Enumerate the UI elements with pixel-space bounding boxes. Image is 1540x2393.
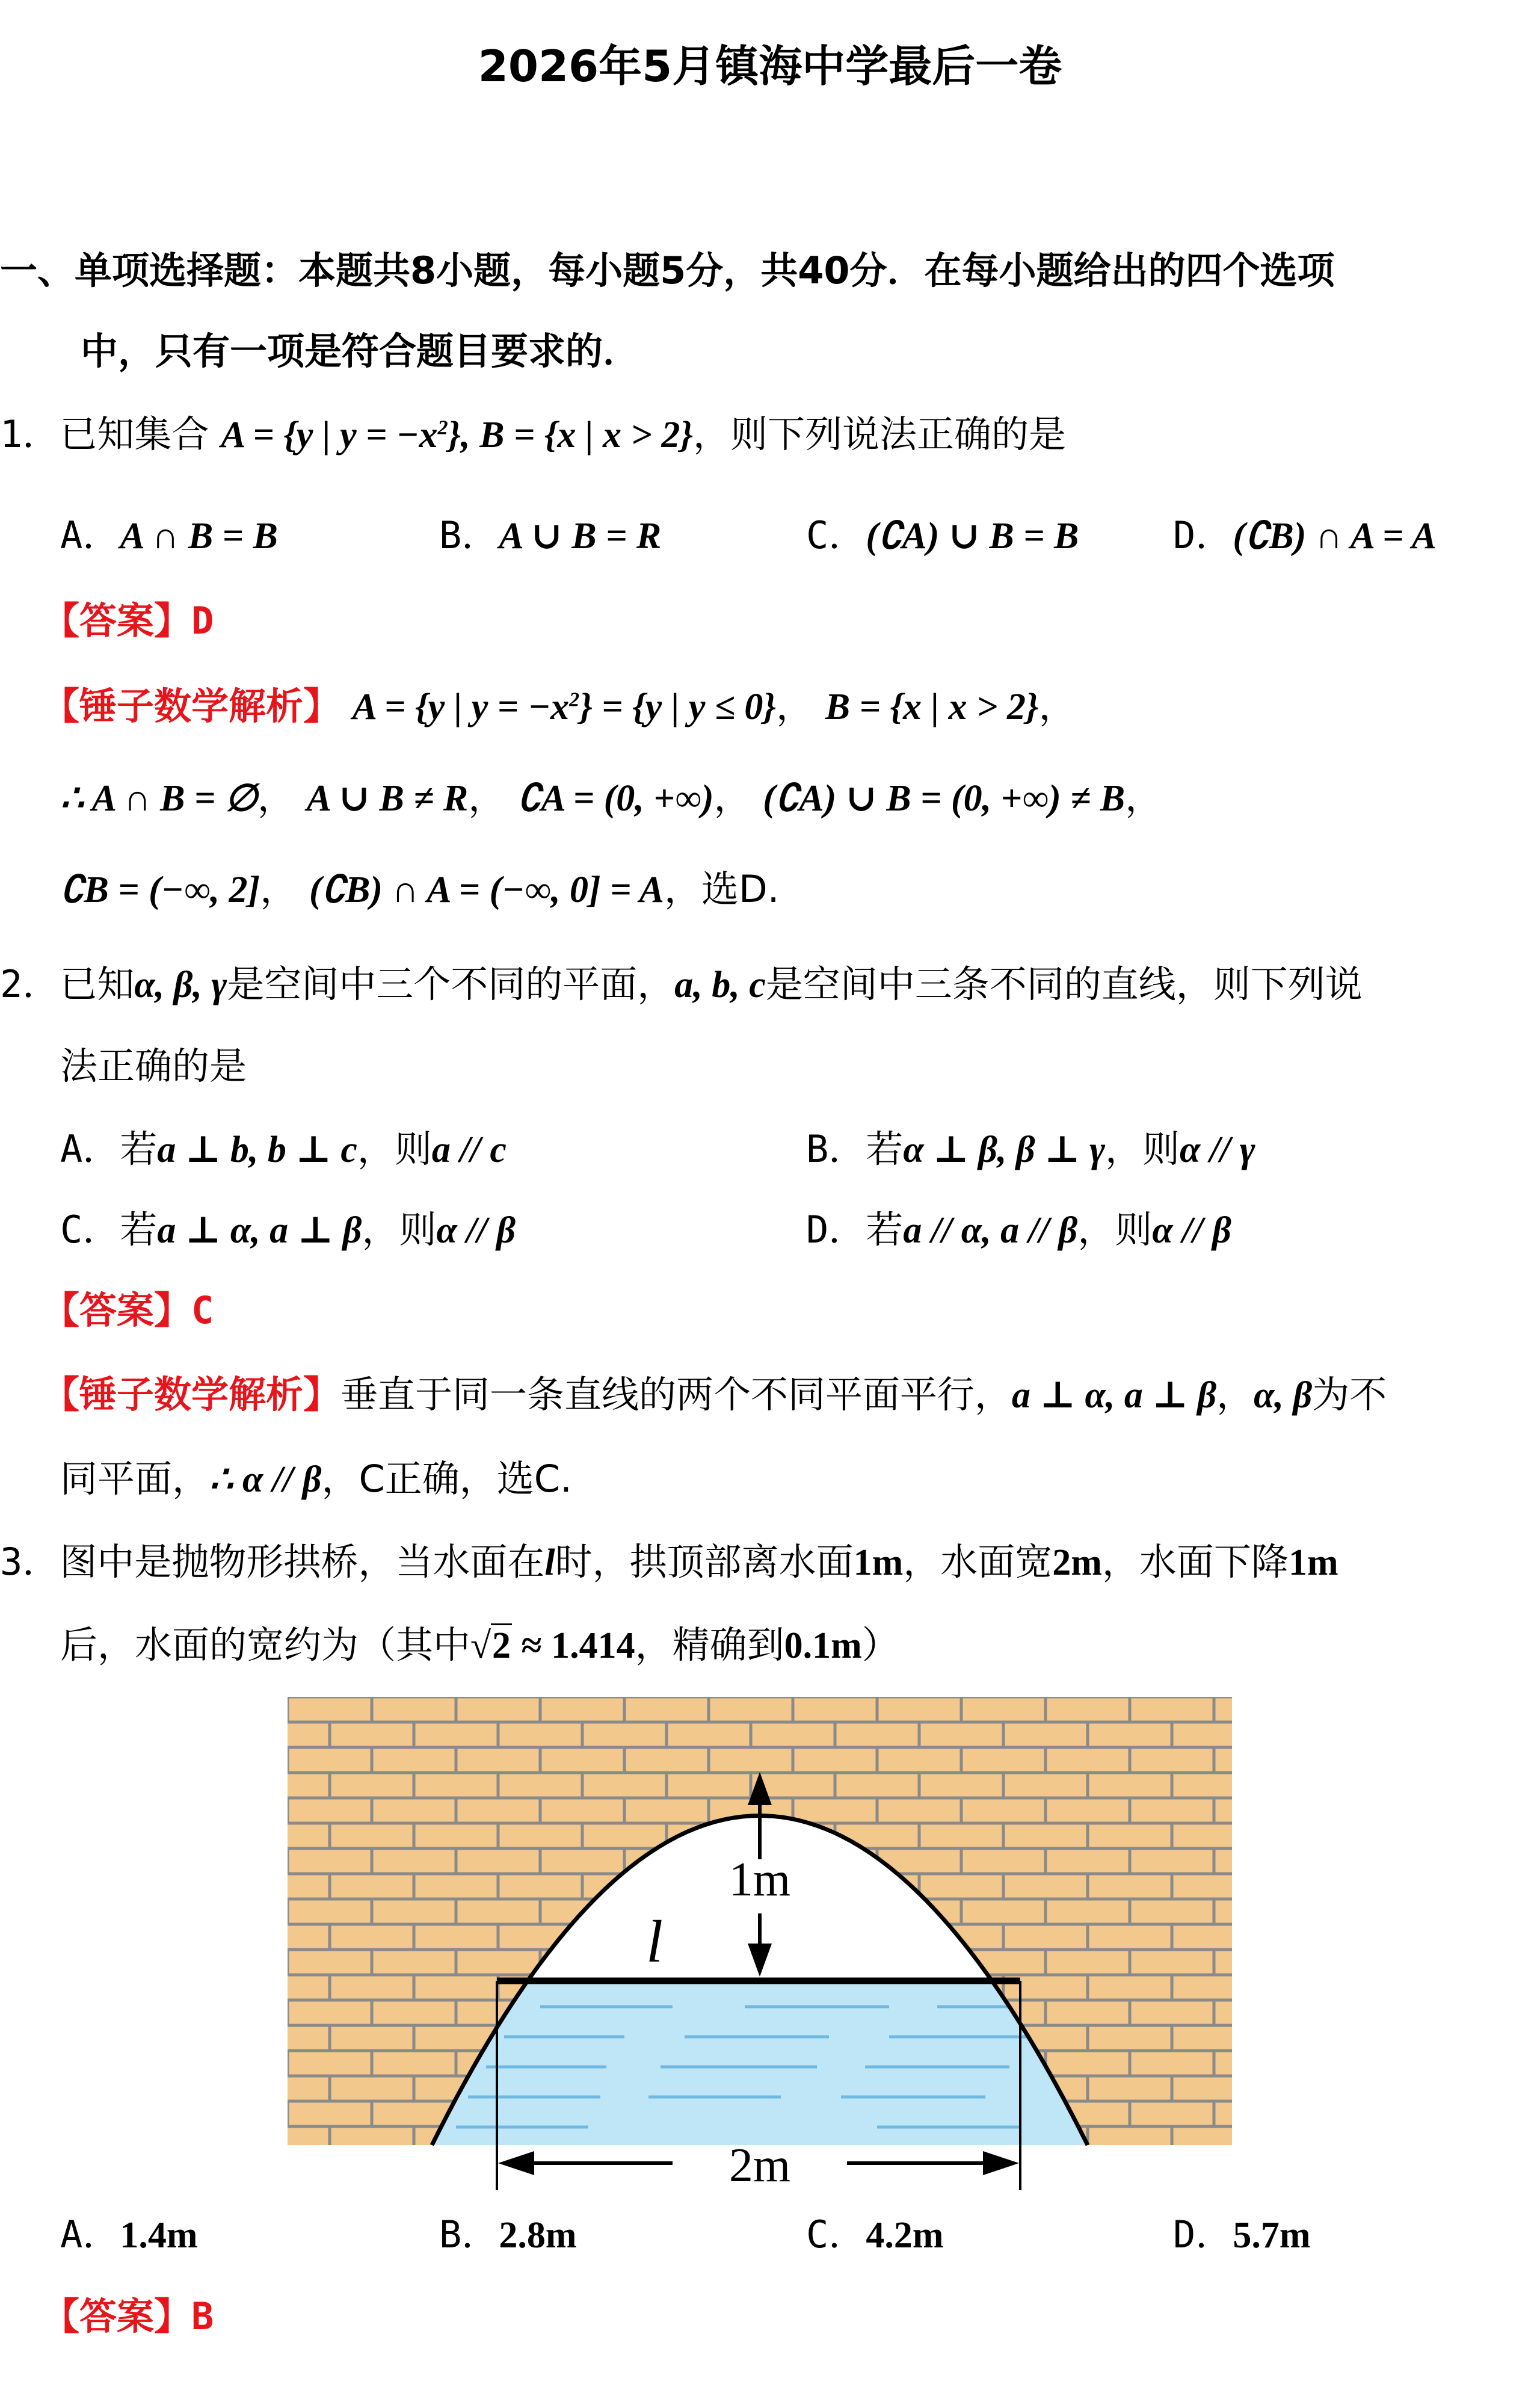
arrow-right-icon [983,2151,1019,2175]
q2-analysis-line1: 【锤子数学解析】垂直于同一条直线的两个不同平面平行，a ⊥ α, a ⊥ β，α, β为不 [42,1373,1387,1416]
width-label: 2m [728,2139,791,2190]
q1-analysis-line3: ∁B = (−∞, 2]， (∁B) ∩ A = (−∞, 0] = A，选D. [60,867,780,911]
q1-answer: 【答案】D [42,599,214,643]
question-1-stem: 1．已知集合 A = {y | $y = -x^2$}, B = {x | x > 2}，则下列说法正确的是 [0,412,1066,456]
q3-option-d: D．5.7m [1173,2212,1311,2256]
arch-bridge-figure [288,1697,1232,2190]
question-3-stem-line1: 3．图中是抛物形拱桥，当水面在l时，拱顶部离水面1m，水面宽2m，水面下降1m [0,1540,1338,1584]
arrow-left-icon [498,2151,534,2175]
q2-option-a: A．若a ⊥ b, b ⊥ c，则a // c [60,1127,507,1171]
q3-option-b: B．2.8m [439,2212,577,2256]
q1-analysis-line1: 【锤子数学解析】 A = {y | $y = -x^2\} = \{y$ | y ≤ 0}， B = {x | x > 2}， [42,684,1076,728]
question-2-stem-line2: 法正确的是 [60,1044,247,1088]
q3-answer: 【答案】B [42,2294,214,2338]
q1-option-c: C．(∁A) ∪ B = B [806,513,1079,557]
height-label: 1m [728,1853,791,1906]
q1-option-b: B．A ∪ B = R [439,513,662,557]
water-line-label: l [646,1908,663,1975]
question-3-stem-line2: 后，水面的宽约为（其中√2 ≈ 1.414，精确到0.1m） [60,1623,899,1667]
q2-answer: 【答案】C [42,1288,214,1332]
q1-analysis-line2: ∴ A ∩ B = ∅， A ∪ B ≠ R， ∁A = (0, +∞)， (∁A) ∪ B = (0, +∞) ≠ B， [60,776,1163,820]
q3-option-c: C．4.2m [806,2212,944,2256]
q3-option-a: A．1.4m [60,2212,198,2256]
q2-option-c: C．若a ⊥ α, a ⊥ β，则α // β [60,1208,516,1252]
question-2-stem-line1: 2．已知α, β, γ是空间中三个不同的平面，a, b, c是空间中三条不同的直线，则下列说 [0,962,1363,1006]
q2-option-b: B．若α ⊥ β, β ⊥ γ，则α // γ [806,1127,1255,1171]
q1-option-a: A．A ∩ B = B [60,513,278,557]
q1-option-d: D．(∁B) ∩ A = A [1173,513,1437,557]
page-title: 2026年5月镇海中学最后一卷 [478,41,1062,91]
section-heading-line2: 中，只有一项是符合题目要求的． [81,329,641,373]
section-heading-line1: 一、单项选择题：本题共8小题，每小题5分，共40分．在每小题给出的四个选项 [0,249,1335,292]
set-a-expression: A = {y | $y = -x^2$}, B = {x | x > 2} [221,415,693,455]
q2-analysis-line2: 同平面，∴ α // β，C正确，选C. [60,1457,572,1501]
q2-option-d: D．若a // α, a // β，则α // β [806,1208,1231,1252]
